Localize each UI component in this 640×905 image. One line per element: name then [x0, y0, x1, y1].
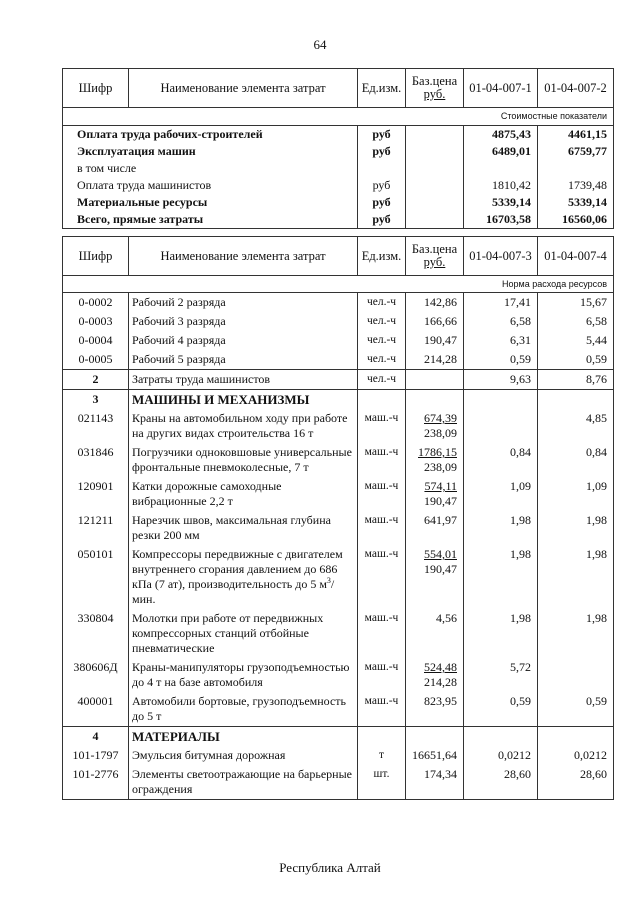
row-value-1: 6,58: [464, 312, 538, 331]
row-value-1: [464, 409, 538, 443]
row-base-price: 823,95: [406, 692, 464, 727]
row-name: Краны-манипуляторы грузоподъемностью до 4 т на базе автомобиля: [129, 658, 358, 692]
section-title: МАШИНЫ И МЕХАНИЗМЫ: [129, 390, 358, 410]
row-unit: чел.-ч: [358, 293, 406, 313]
resource-norms-table: [62, 236, 614, 800]
row-name: Рабочий 5 разряда: [129, 350, 358, 370]
row-name: Рабочий 4 разряда: [129, 331, 358, 350]
cost-indicators-table: [62, 68, 614, 229]
table-row: [63, 350, 614, 370]
header-col-2: 01-04-007-2: [538, 69, 614, 108]
row-value-2: 5339,14: [538, 194, 614, 211]
row-base-price: 574,11 190,47: [406, 477, 464, 511]
row-unit: т: [358, 746, 406, 765]
table-row: [63, 746, 614, 765]
row-name: Компрессоры передвижные с двигателем внутреннего сгорания давлением до 686 кПа (7 ат), производительность до 5 $м^3$/мин.: [129, 545, 358, 609]
table-row: [63, 177, 614, 194]
row-name: Рабочий 2 разряда: [129, 293, 358, 313]
page-number: 64: [313, 37, 327, 52]
row-code: 380606Д: [63, 658, 129, 692]
row-unit: шт.: [358, 765, 406, 800]
table-row: [63, 211, 614, 229]
row-base-price: [406, 370, 464, 390]
row-value-2: [538, 658, 614, 692]
row-value-1: 1,98: [464, 511, 538, 545]
row-unit: маш.-ч: [358, 658, 406, 692]
row-value-1: 9,63: [464, 370, 538, 390]
table-row: [63, 160, 614, 177]
table-row: [63, 312, 614, 331]
row-name: Нарезчик швов, максимальная глубина резки 200 мм: [129, 511, 358, 545]
row-name: Катки дорожные самоходные вибрационные 2,2 т: [129, 477, 358, 511]
row-unit: чел.-ч: [358, 312, 406, 331]
row-value-1: 1,09: [464, 477, 538, 511]
table-row: [63, 390, 614, 410]
row-code: 121211: [63, 511, 129, 545]
table-row: [63, 126, 614, 144]
row-value-2: 0,59: [538, 350, 614, 370]
row-base-price: 166,66: [406, 312, 464, 331]
row-name: Всего, прямые затраты: [63, 211, 358, 229]
row-value-2: 28,60: [538, 765, 614, 800]
row-name: Материальные ресурсы: [63, 194, 358, 211]
row-base-price: 1786,15 238,09: [406, 443, 464, 477]
row-name: Затраты труда машинистов: [129, 370, 358, 390]
row-value-1: 4875,43: [464, 126, 538, 144]
row-base-price: 554,01 190,47: [406, 545, 464, 609]
row-value-1: 6489,01: [464, 143, 538, 160]
row-value-2: 1,98: [538, 609, 614, 658]
row-base-price: 214,28: [406, 350, 464, 370]
row-base-price: [406, 160, 464, 177]
row-name: Эмульсия битумная дорожная: [129, 746, 358, 765]
header-col-1: 01-04-007-3: [464, 237, 538, 276]
row-value-1: 0,59: [464, 692, 538, 727]
header-unit: Ед.изм.: [358, 69, 406, 108]
row-value-1: 0,0212: [464, 746, 538, 765]
row-base-price: 16651,64: [406, 746, 464, 765]
row-value-1: 0,59: [464, 350, 538, 370]
table-row: [63, 692, 614, 727]
row-unit: руб: [358, 194, 406, 211]
row-code: 101-1797: [63, 746, 129, 765]
section-number: 3: [63, 390, 129, 410]
table-row: [63, 370, 614, 390]
header-name: Наименование элемента затрат: [129, 237, 358, 276]
row-name: Погрузчики одноковшовые универсальные фронтальные пневмоколесные, 7 т: [129, 443, 358, 477]
row-value-1: 6,31: [464, 331, 538, 350]
row-base-price: 674,39 238,09: [406, 409, 464, 443]
row-base-price: [406, 177, 464, 194]
row-value-1: 17,41: [464, 293, 538, 313]
row-unit: руб: [358, 143, 406, 160]
row-value-2: 1739,48: [538, 177, 614, 194]
row-name: Рабочий 3 разряда: [129, 312, 358, 331]
table-header-row: [63, 69, 614, 108]
row-base-price: [406, 194, 464, 211]
row-unit: маш.-ч: [358, 477, 406, 511]
row-code: 0-0002: [63, 293, 129, 313]
header-code: Шифр: [63, 237, 129, 276]
row-code: 0-0004: [63, 331, 129, 350]
row-unit: руб: [358, 177, 406, 194]
section-number: 4: [63, 727, 129, 747]
row-code: 050101: [63, 545, 129, 609]
row-value-2: 6759,77: [538, 143, 614, 160]
row-value-2: 8,76: [538, 370, 614, 390]
header-name: Наименование элемента затрат: [129, 69, 358, 108]
row-base-price: [406, 126, 464, 144]
table-row: [63, 143, 614, 160]
table-row: [63, 727, 614, 747]
row-value-2: 1,98: [538, 511, 614, 545]
table-row: [63, 658, 614, 692]
table-row: [63, 409, 614, 443]
row-base-price: 4,56: [406, 609, 464, 658]
row-value-1: 1,98: [464, 609, 538, 658]
row-value-2: [538, 160, 614, 177]
header-code: Шифр: [63, 69, 129, 108]
row-name: Краны на автомобильном ходу при работе на других видах строительства 16 т: [129, 409, 358, 443]
row-unit: чел.-ч: [358, 331, 406, 350]
table-row: [63, 194, 614, 211]
row-unit: маш.-ч: [358, 409, 406, 443]
header-base-price: Баз.цена руб.: [406, 69, 464, 108]
row-unit: маш.-ч: [358, 609, 406, 658]
header-base-price: Баз.цена руб.: [406, 237, 464, 276]
row-code: 400001: [63, 692, 129, 727]
row-value-2: 0,0212: [538, 746, 614, 765]
row-code: 120901: [63, 477, 129, 511]
row-value-2: 16560,06: [538, 211, 614, 229]
table-row: [63, 545, 614, 609]
header-unit: Ед.изм.: [358, 237, 406, 276]
table-row: [63, 293, 614, 313]
row-value-2: 5,44: [538, 331, 614, 350]
row-unit: руб: [358, 126, 406, 144]
row-base-price: 142,86: [406, 293, 464, 313]
section-title: МАТЕРИАЛЫ: [129, 727, 358, 747]
row-value-1: 5,72: [464, 658, 538, 692]
row-base-price: [406, 211, 464, 229]
table-header-row: [63, 237, 614, 276]
row-name: Автомобили бортовые, грузоподъемность до 5 т: [129, 692, 358, 727]
row-code: 031846: [63, 443, 129, 477]
row-value-1: 1,98: [464, 545, 538, 609]
row-value-2: 0,59: [538, 692, 614, 727]
row-name: Оплата труда рабочих-строителей: [63, 126, 358, 144]
row-unit: чел.-ч: [358, 370, 406, 390]
table-row: [63, 765, 614, 800]
row-value-1: 0,84: [464, 443, 538, 477]
row-code: 0-0005: [63, 350, 129, 370]
row-code: 2: [63, 370, 129, 390]
row-unit: чел.-ч: [358, 350, 406, 370]
row-value-1: 16703,58: [464, 211, 538, 229]
row-code: 0-0003: [63, 312, 129, 331]
row-base-price: 641,97: [406, 511, 464, 545]
row-base-price: [406, 143, 464, 160]
row-value-2: 4,85: [538, 409, 614, 443]
table-row: [63, 331, 614, 350]
table-row: [63, 609, 614, 658]
row-value-2: 1,09: [538, 477, 614, 511]
row-code: 330804: [63, 609, 129, 658]
subheader: Стоимостные показатели: [63, 108, 614, 126]
row-value-2: 4461,15: [538, 126, 614, 144]
row-value-1: [464, 160, 538, 177]
row-name: Оплата труда машинистов: [63, 177, 358, 194]
header-col-1: 01-04-007-1: [464, 69, 538, 108]
row-name: Эксплуатация машин: [63, 143, 358, 160]
table-row: [63, 477, 614, 511]
row-unit: маш.-ч: [358, 692, 406, 727]
row-value-1: 28,60: [464, 765, 538, 800]
row-value-2: 6,58: [538, 312, 614, 331]
row-value-1: 5339,14: [464, 194, 538, 211]
row-value-2: 0,84: [538, 443, 614, 477]
row-value-2: 15,67: [538, 293, 614, 313]
row-code: 021143: [63, 409, 129, 443]
row-unit: руб: [358, 211, 406, 229]
row-base-price: 174,34: [406, 765, 464, 800]
row-name: в том числе: [63, 160, 358, 177]
footer-region: Республика Алтай: [279, 860, 381, 875]
header-col-2: 01-04-007-4: [538, 237, 614, 276]
row-base-price: 524,48 214,28: [406, 658, 464, 692]
row-unit: маш.-ч: [358, 545, 406, 609]
table-row: [63, 443, 614, 477]
row-name: Молотки при работе от передвижных компрессорных станций отбойные пневматические: [129, 609, 358, 658]
row-value-1: 1810,42: [464, 177, 538, 194]
row-base-price: 190,47: [406, 331, 464, 350]
row-name: Элементы светоотражающие на барьерные ограждения: [129, 765, 358, 800]
row-unit: маш.-ч: [358, 511, 406, 545]
row-unit: [358, 160, 406, 177]
row-code: 101-2776: [63, 765, 129, 800]
row-unit: маш.-ч: [358, 443, 406, 477]
subheader: Норма расхода ресурсов: [63, 276, 614, 293]
table-row: [63, 511, 614, 545]
row-value-2: 1,98: [538, 545, 614, 609]
